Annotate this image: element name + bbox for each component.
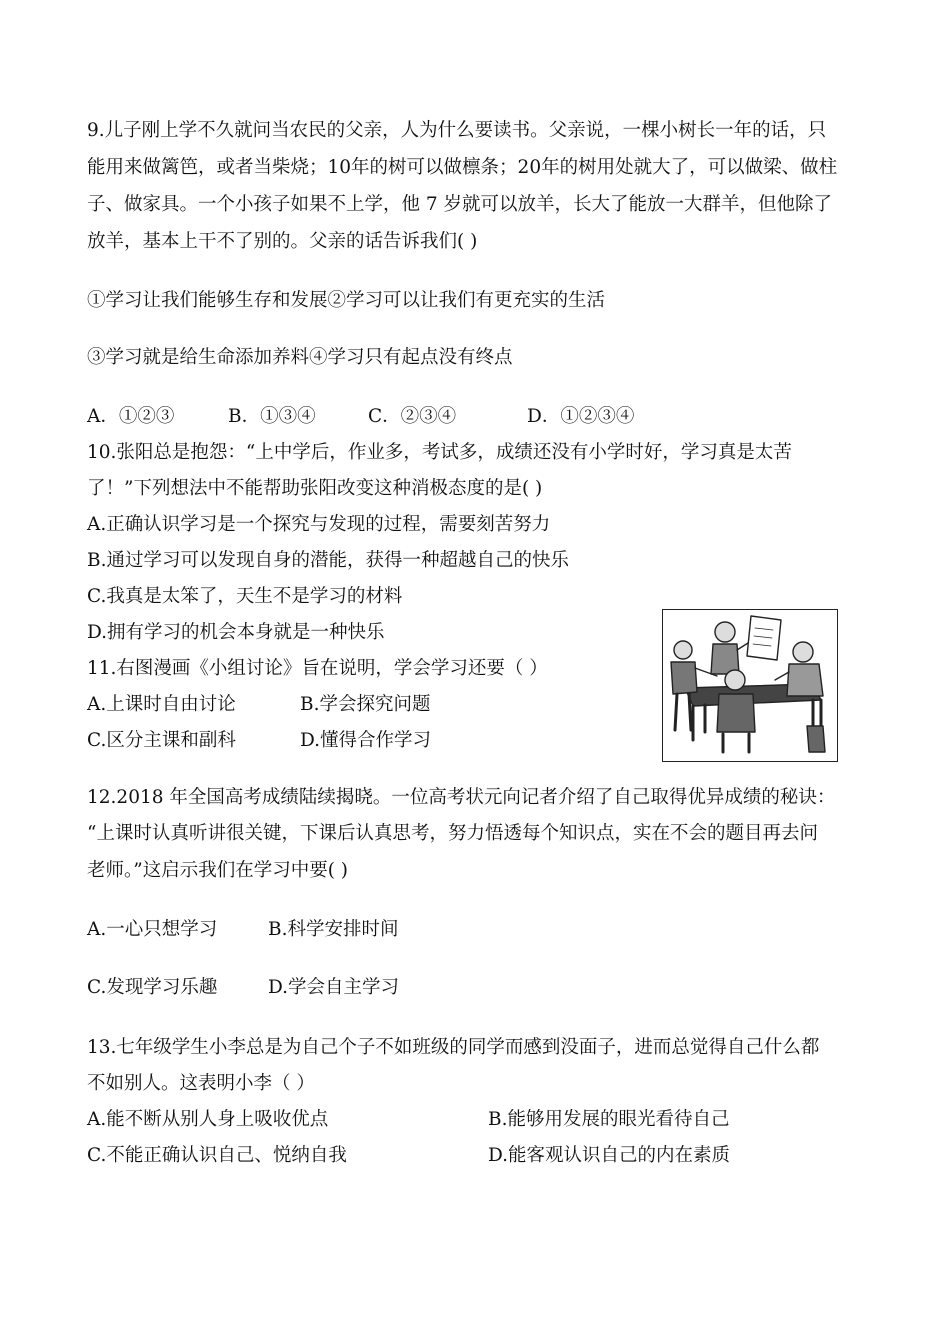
q9-stem-line-1: 9.儿子刚上学不久就问当农民的父亲，人为什么要读书。父亲说，一棵小树长一年的话，只: [87, 120, 827, 141]
q9-statements-2: ③学习就是给生命添加养料④学习只有起点没有终点: [87, 347, 513, 368]
q9-option-d: D．①②③④: [527, 406, 635, 427]
q11-option-c: C.区分主课和副科: [87, 730, 236, 751]
q9-statements-1: ①学习让我们能够生存和发展②学习可以让我们有更充实的生活: [87, 290, 606, 311]
q11-option-d: D.懂得合作学习: [300, 730, 432, 751]
q12-stem-line-1: 12.2018 年全国高考成绩陆续揭晓。一位高考状元向记者介绍了自己取得优异成绩的秘诀：: [87, 787, 836, 808]
group-discussion-cartoon: [662, 609, 838, 762]
q12-option-d: D.学会自主学习: [268, 977, 400, 998]
q13-option-b: B.能够用发展的眼光看待自己: [488, 1109, 730, 1130]
q10-option-c: C.我真是太笨了，天生不是学习的材料: [87, 586, 403, 607]
q9-option-b: B．①③④: [228, 406, 316, 427]
q12-option-c: C.发现学习乐趣: [87, 977, 218, 998]
q10-option-b: B.通过学习可以发现自身的潜能，获得一种超越自己的快乐: [87, 550, 569, 571]
q11-option-a: A.上课时自由讨论: [87, 694, 236, 715]
q13-option-d: D.能客观认识自己的内在素质: [488, 1145, 731, 1166]
q9-option-c: C．②③④: [368, 406, 457, 427]
q12-option-a: A.一心只想学习: [87, 919, 218, 940]
q9-stem-line-4: 放羊，基本上干不了别的。父亲的话告诉我们( ): [87, 231, 478, 252]
q13-option-c: C.不能正确认识自己、悦纳自我: [87, 1145, 347, 1166]
q13-option-a: A.能不断从别人身上吸收优点: [87, 1109, 329, 1130]
q12-stem-line-2: “上课时认真听讲很关键，下课后认真思考，努力悟透每个知识点，实在不会的题目再去问: [87, 823, 818, 844]
q10-option-d: D.拥有学习的机会本身就是一种快乐: [87, 622, 385, 643]
q10-stem-line-2: 了！”下列想法中不能帮助张阳改变这种消极态度的是( ): [87, 478, 543, 499]
q11-option-b: B.学会探究问题: [300, 694, 431, 715]
q12-stem-line-3: 老师。”这启示我们在学习中要( ): [87, 860, 349, 881]
q9-stem-line-3: 子、做家具。一个小孩子如果不上学，他 7 岁就可以放羊，长大了能放一大群羊，但他除了: [87, 194, 833, 215]
q12-option-b: B.科学安排时间: [268, 919, 399, 940]
q11-stem: 11.右图漫画《小组讨论》旨在说明，学会学习还要（ ）: [87, 658, 548, 679]
q13-stem-line-2: 不如别人。这表明小李（ ）: [87, 1073, 315, 1094]
q13-stem-line-1: 13.七年级学生小李总是为自己个子不如班级的同学而感到没面子，进而总觉得自己什么都: [87, 1037, 820, 1058]
q10-stem-line-1: 10.张阳总是抱怨：“上中学后，作业多，考试多，成绩还没有小学时好，学习真是太苦: [87, 442, 792, 463]
q10-option-a: A.正确认识学习是一个探究与发现的过程，需要刻苦努力: [87, 514, 551, 535]
q9-option-a: A．①②③: [87, 406, 175, 427]
q9-stem-line-2: 能用来做篱笆，或者当柴烧；10年的树可以做檩条；20年的树用处就大了，可以做梁、做柱: [87, 157, 838, 178]
